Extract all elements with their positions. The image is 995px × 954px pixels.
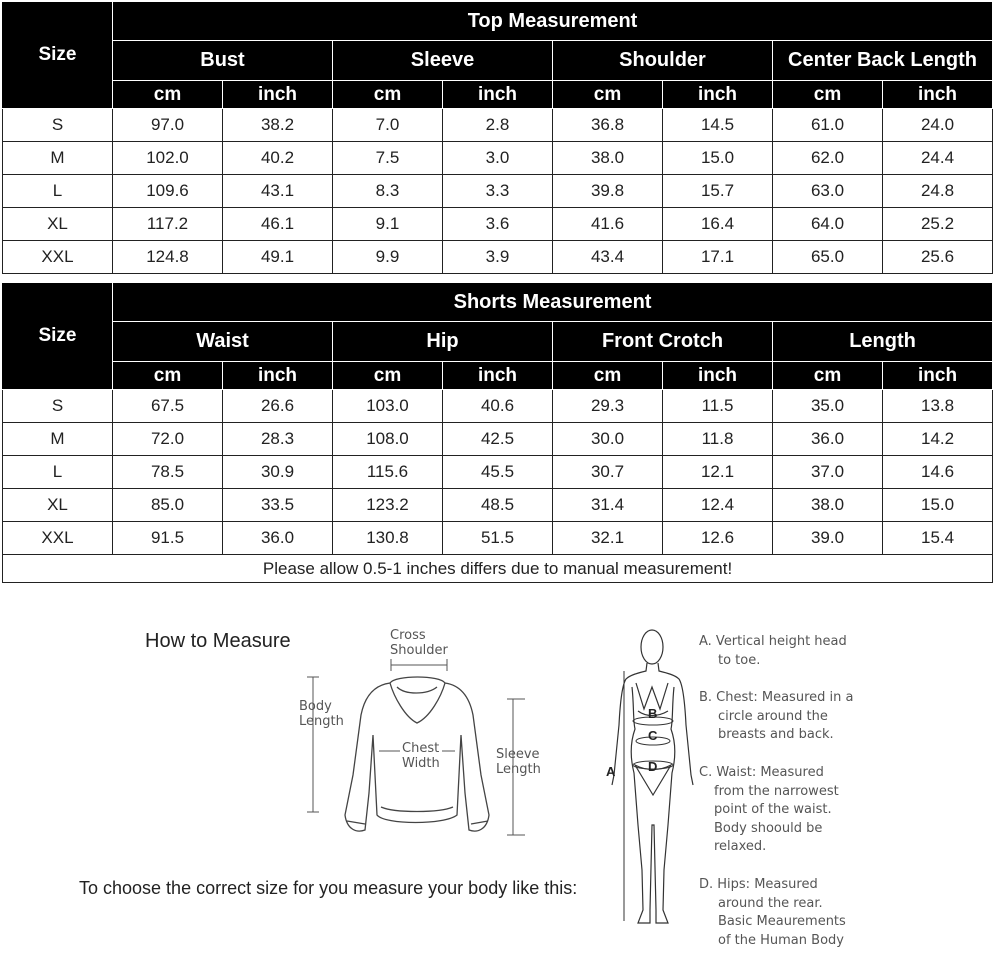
value-cell: 2.8 (443, 109, 553, 142)
value-cell: 63.0 (773, 175, 883, 208)
value-cell: 25.6 (883, 241, 993, 274)
value-cell: 12.4 (663, 489, 773, 522)
value-cell: 7.0 (333, 109, 443, 142)
size-cell: L (3, 175, 113, 208)
legend-a: A. Vertical height head to toe. (699, 634, 847, 668)
measurement-note: Please allow 0.5-1 inches differs due to manual measurement! (3, 555, 993, 583)
value-cell: 67.5 (113, 390, 223, 423)
value-cell: 11.8 (663, 423, 773, 456)
table-row (3, 241, 993, 274)
value-cell: 9.9 (333, 241, 443, 274)
value-cell: 41.6 (553, 208, 663, 241)
value-cell: 102.0 (113, 142, 223, 175)
shorts-measurement-table (2, 282, 993, 583)
value-cell: 42.5 (443, 423, 553, 456)
unit-header: cm (333, 81, 443, 109)
value-cell: 14.5 (663, 109, 773, 142)
unit-header: inch (223, 81, 333, 109)
value-cell: 26.6 (223, 390, 333, 423)
value-cell: 3.3 (443, 175, 553, 208)
value-cell: 30.7 (553, 456, 663, 489)
value-cell: 3.0 (443, 142, 553, 175)
value-cell: 33.5 (223, 489, 333, 522)
body-length-arrow (307, 677, 319, 812)
unit-header: cm (333, 362, 443, 390)
unit-header: cm (113, 362, 223, 390)
table-row (3, 109, 993, 142)
unit-header: inch (443, 81, 553, 109)
value-cell: 14.6 (883, 456, 993, 489)
value-cell: 3.9 (443, 241, 553, 274)
value-cell: 37.0 (773, 456, 883, 489)
value-cell: 38.2 (223, 109, 333, 142)
choose-size-text: To choose the correct size for you measure your body like this: (79, 878, 578, 898)
value-cell: 117.2 (113, 208, 223, 241)
legend-c: C. Waist: Measured from the narrowest point of the waist. Body shoould be relaxed. (699, 765, 839, 854)
value-cell: 40.6 (443, 390, 553, 423)
size-header: Size (3, 2, 113, 109)
unit-header: cm (553, 362, 663, 390)
table-row (3, 456, 993, 489)
table-row (3, 423, 993, 456)
group-header: Sleeve (333, 41, 553, 81)
value-cell: 109.6 (113, 175, 223, 208)
table-title: Top Measurement (113, 2, 993, 41)
value-cell: 78.5 (113, 456, 223, 489)
value-cell: 15.7 (663, 175, 773, 208)
jacket-diagram (295, 625, 555, 845)
value-cell: 38.0 (773, 489, 883, 522)
size-header: Size (3, 283, 113, 390)
table-title: Shorts Measurement (113, 283, 993, 322)
value-cell: 62.0 (773, 142, 883, 175)
group-header: Hip (333, 322, 553, 362)
unit-header: inch (443, 362, 553, 390)
size-cell: S (3, 390, 113, 423)
value-cell: 48.5 (443, 489, 553, 522)
value-cell: 30.9 (223, 456, 333, 489)
value-cell: 61.0 (773, 109, 883, 142)
marker-c: C (648, 728, 658, 743)
value-cell: 115.6 (333, 456, 443, 489)
value-cell: 35.0 (773, 390, 883, 423)
value-cell: 40.2 (223, 142, 333, 175)
value-cell: 12.6 (663, 522, 773, 555)
table-row (3, 175, 993, 208)
marker-d: D (648, 759, 658, 774)
value-cell: 17.1 (663, 241, 773, 274)
value-cell: 45.5 (443, 456, 553, 489)
group-header: Front Crotch (553, 322, 773, 362)
value-cell: 13.8 (883, 390, 993, 423)
value-cell: 15.0 (663, 142, 773, 175)
value-cell: 49.1 (223, 241, 333, 274)
unit-header: cm (113, 81, 223, 109)
value-cell: 39.0 (773, 522, 883, 555)
value-cell: 25.2 (883, 208, 993, 241)
unit-header: inch (883, 81, 993, 109)
legend-b: B. Chest: Measured in a circle around the breasts and back. (699, 690, 854, 742)
unit-header: inch (883, 362, 993, 390)
value-cell: 72.0 (113, 423, 223, 456)
value-cell: 15.0 (883, 489, 993, 522)
value-cell: 24.4 (883, 142, 993, 175)
table-row (3, 142, 993, 175)
body-length-label: Body Length (299, 699, 344, 729)
unit-header: inch (663, 362, 773, 390)
value-cell: 36.8 (553, 109, 663, 142)
size-cell: XXL (3, 241, 113, 274)
group-header: Bust (113, 41, 333, 81)
size-cell: L (3, 456, 113, 489)
value-cell: 85.0 (113, 489, 223, 522)
table-row (3, 390, 993, 423)
value-cell: 130.8 (333, 522, 443, 555)
size-cell: XXL (3, 522, 113, 555)
unit-header: inch (223, 362, 333, 390)
size-cell: XL (3, 208, 113, 241)
cross-shoulder-label: Cross Shoulder (390, 628, 448, 658)
value-cell: 124.8 (113, 241, 223, 274)
value-cell: 46.1 (223, 208, 333, 241)
value-cell: 24.8 (883, 175, 993, 208)
value-cell: 91.5 (113, 522, 223, 555)
value-cell: 65.0 (773, 241, 883, 274)
value-cell: 7.5 (333, 142, 443, 175)
unit-header: cm (553, 81, 663, 109)
body-figure (600, 625, 695, 940)
value-cell: 64.0 (773, 208, 883, 241)
value-cell: 29.3 (553, 390, 663, 423)
top-measurement-table (2, 1, 993, 274)
value-cell: 30.0 (553, 423, 663, 456)
group-header: Center Back Length (773, 41, 993, 81)
unit-header: cm (773, 362, 883, 390)
group-header: Shoulder (553, 41, 773, 81)
value-cell: 43.4 (553, 241, 663, 274)
sleeve-length-label: Sleeve Length (496, 747, 541, 777)
value-cell: 38.0 (553, 142, 663, 175)
value-cell: 108.0 (333, 423, 443, 456)
unit-header: cm (773, 81, 883, 109)
value-cell: 51.5 (443, 522, 553, 555)
value-cell: 43.1 (223, 175, 333, 208)
value-cell: 32.1 (553, 522, 663, 555)
table-row (3, 522, 993, 555)
size-cell: M (3, 423, 113, 456)
value-cell: 11.5 (663, 390, 773, 423)
value-cell: 3.6 (443, 208, 553, 241)
value-cell: 24.0 (883, 109, 993, 142)
value-cell: 97.0 (113, 109, 223, 142)
group-header: Waist (113, 322, 333, 362)
value-cell: 9.1 (333, 208, 443, 241)
legend-d: D. Hips: Measured around the rear. Basic Meaurements of the Human Body (699, 877, 846, 948)
value-cell: 16.4 (663, 208, 773, 241)
size-cell: S (3, 109, 113, 142)
group-header: Length (773, 322, 993, 362)
value-cell: 36.0 (773, 423, 883, 456)
value-cell: 123.2 (333, 489, 443, 522)
value-cell: 15.4 (883, 522, 993, 555)
value-cell: 103.0 (333, 390, 443, 423)
marker-b: B (648, 706, 658, 721)
value-cell: 28.3 (223, 423, 333, 456)
value-cell: 36.0 (223, 522, 333, 555)
table-row (3, 489, 993, 522)
value-cell: 12.1 (663, 456, 773, 489)
cross-shoulder-arrow (391, 659, 447, 671)
value-cell: 31.4 (553, 489, 663, 522)
marker-a: A (606, 764, 616, 779)
value-cell: 8.3 (333, 175, 443, 208)
size-cell: M (3, 142, 113, 175)
table-row (3, 208, 993, 241)
size-cell: XL (3, 489, 113, 522)
unit-header: inch (663, 81, 773, 109)
how-to-measure-title: How to Measure (145, 630, 291, 652)
chest-width-label: Chest Width (402, 741, 440, 771)
value-cell: 14.2 (883, 423, 993, 456)
value-cell: 39.8 (553, 175, 663, 208)
